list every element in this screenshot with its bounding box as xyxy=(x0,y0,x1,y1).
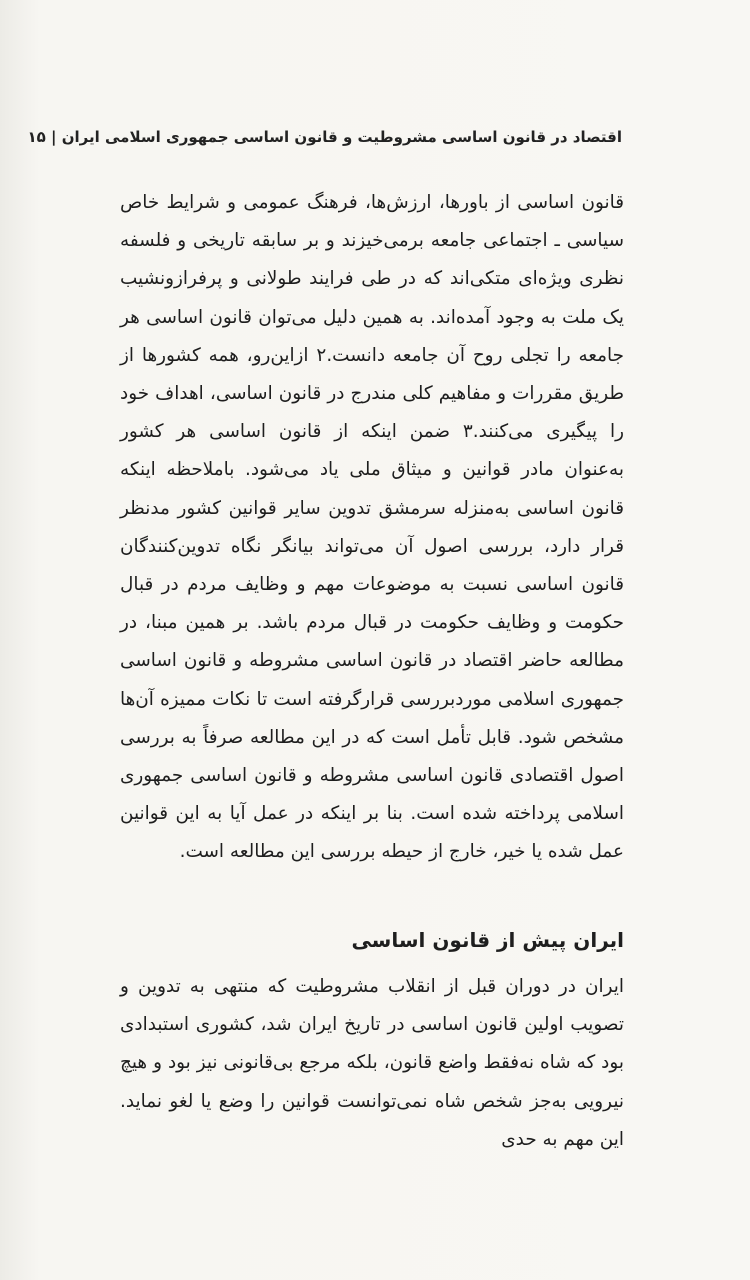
running-header: اقتصاد در قانون اساسی مشروطیت و قانون اساسی جمهوری اسلامی ایران | ۱۵ xyxy=(27,128,622,146)
paragraph-intro: قانون اساسی از باورها، ارزش‌ها، فرهنگ عمومی و شرایط خاص سیاسی ـ اجتماعی جامعه برمی‌خیزند و بر سابقه تاریخی و فلسفه نظری ویژه‌ای متکی‌اند که در طی فرایند طولانی و پرفرازونشیب یک ملت به وجود آمده‌اند. به همین دلیل می‌توان قانون اساسی هر جامعه را تجلی روح آن جامعه دانست.۲ ازاین‌رو، همه کشورها از طریق مقررات و مفاهیم کلی مندرج در قانون اساسی، اهداف خود را پیگیری می‌کنند.۳ ضمن اینکه از قانون اساسی هر کشور به‌عنوان مادر قوانین و میثاق ملی یاد می‌شود. باملاحظه اینکه قانون اساسی به‌منزله سرمشق تدوین سایر قوانین کشور مدنظر قرار دارد، بررسی اصول آن می‌تواند بیانگر نگاه تدوین‌کنندگان قانون اساسی نسبت به موضوعات مهم و وظایف مردم در قبال حکومت و وظایف حکومت در قبال مردم باشد. بر همین مبنا، در مطالعه حاضر اقتصاد در قانون اساسی مشروطه و قانون اساسی جمهوری اسلامی موردبررسی قرارگرفته است تا نکات ممیزه آن‌ها مشخص شود. قابل تأمل است که در این مطالعه صرفاً به بررسی اصول اقتصادی قانون اساسی مشروطه و قانون اساسی جمهوری اسلامی پرداخته شده است. بنا بر اینکه در عمل آیا به این قوانین عمل شده یا خیر، خارج از حیطه بررسی این مطالعه است. xyxy=(120,192,625,863)
section-heading: ایران پیش از قانون اساسی xyxy=(351,928,624,952)
paragraph-section: ایران در دوران قبل از انقلاب مشروطیت که منتهی به تدوین و تصویب اولین قانون اساسی در تاریخ ایران شد، کشوری استبدادی بود که شاه نه‌فقط واضع قانون، بلکه مرجع بی‌قانونی نیز بود و هیچ نیرویی به‌جز شخص شاه نمی‌توانست قوانین را وضع یا لغو نماید. این مهم به حدی xyxy=(120,976,624,1150)
